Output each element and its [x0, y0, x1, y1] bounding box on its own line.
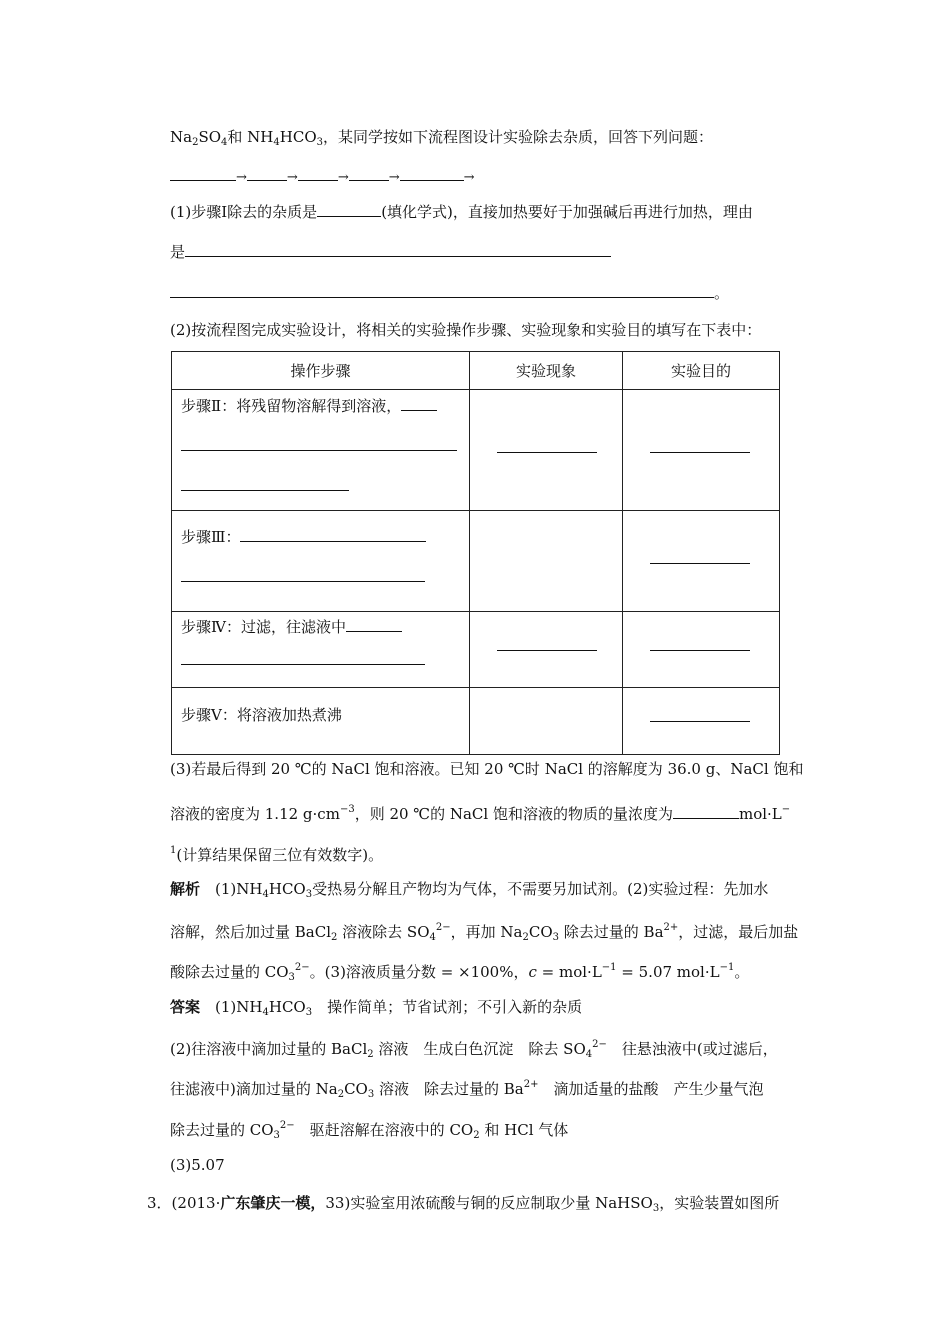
answer-text: 操作简单；节省试剂；不引入新的杂质 [312, 998, 583, 1016]
q1-text: (填化学式)，直接加热要好于加强碱后再进行加热，理由 [381, 203, 753, 221]
analysis-text: 。 [734, 963, 750, 981]
answer-text: 溶液 除去过量的 Ba [374, 1080, 524, 1098]
analysis-text: HCO [268, 880, 306, 898]
header-cell: 实验目的 [623, 352, 780, 390]
q1-line1 [170, 202, 753, 222]
analysis-text: 溶解，然后加过量 BaCl [170, 923, 332, 941]
answer-text: 除去过量的 CO [170, 1121, 274, 1139]
step-label: 步骤Ⅴ：将溶液加热煮沸 [181, 706, 342, 724]
q1-line3 [170, 283, 729, 303]
arrow-icon: → [337, 170, 349, 185]
subscript: 3 [652, 1203, 660, 1214]
subscript: 4 [429, 932, 436, 943]
phenomenon-cell [470, 688, 623, 755]
header-cell: 实验现象 [470, 352, 623, 390]
answer-text: 往悬浊液中(或过滤后， [606, 1040, 778, 1058]
phenomenon-cell [470, 390, 623, 511]
analysis-text: 受热易分解且产物均为气体，不需要另加试剂。(2)实验过程：先加水 [312, 880, 769, 898]
table-row [172, 390, 780, 511]
analysis-text: 。(3)溶液质量分数 = ×100%， [309, 963, 529, 981]
answer-blank[interactable] [650, 563, 750, 564]
subscript: 2 [192, 137, 199, 148]
subscript: 2 [367, 1049, 374, 1060]
analysis-text: 除去过量的 Ba [559, 923, 664, 941]
header-cell: 操作步骤 [172, 352, 470, 390]
analysis-text: ，再加 Na [450, 923, 523, 941]
arrow-icon: → [388, 170, 400, 185]
answer-blank[interactable] [181, 436, 457, 451]
flow-chart-line [170, 166, 475, 188]
step-cell [172, 612, 470, 688]
answer-line2 [170, 1035, 778, 1065]
superscript: 2− [592, 1039, 607, 1050]
answer-blank[interactable] [181, 567, 425, 582]
answer-text: (1)NH [215, 998, 263, 1016]
superscript: 2+ [523, 1079, 539, 1090]
superscript: −1 [719, 962, 735, 973]
question-source: 33) [325, 1194, 351, 1212]
answer-text: 往滤液中)滴加过量的 Na [170, 1080, 338, 1098]
superscript: 1 [170, 845, 177, 856]
answer-blank[interactable] [650, 650, 750, 651]
subscript: 3 [273, 1130, 280, 1141]
answer-blank[interactable] [181, 650, 425, 665]
answer-label: 答案 [170, 998, 201, 1016]
subscript: 2 [522, 932, 529, 943]
q3-line3 [170, 841, 383, 865]
analysis-text: (1)NH [215, 880, 263, 898]
flow-blank[interactable] [349, 166, 389, 181]
intro-text: SO [198, 128, 222, 146]
analysis-text: CO [528, 923, 553, 941]
q3-line1: (3)若最后得到 20 ℃的 NaCl 饱和溶液。已知 20 ℃时 NaCl 的溶解度为 36.0 g、NaCl 饱和 [170, 760, 804, 778]
answer-text: (2)往溶液中滴加过量的 BaCl [170, 1040, 368, 1058]
analysis-line2 [170, 918, 798, 948]
analysis-line1 [170, 879, 768, 905]
q3-line2 [170, 800, 790, 824]
superscript: 2− [294, 962, 310, 973]
phenomenon-cell [470, 511, 623, 612]
q2-intro: (2)按流程图完成实验设计，将相关的实验操作步骤、实验现象和实验目的填写在下表中： [170, 321, 762, 339]
subscript: 4 [221, 137, 228, 148]
flow-blank[interactable] [400, 166, 464, 181]
answer-text: 滴加适量的盐酸 产生少量气泡 [538, 1080, 764, 1098]
subscript: 3 [552, 932, 560, 943]
subscript: 3 [305, 889, 313, 900]
answer-blank[interactable] [317, 202, 381, 217]
subscript: 2 [331, 932, 338, 943]
q1-text: (1)步骤Ⅰ除去的杂质是 [170, 203, 318, 221]
answer-line1 [170, 997, 582, 1023]
analysis-text: ，过滤，最后加盐 [678, 923, 799, 941]
purpose-cell [623, 688, 780, 755]
superscript: −1 [601, 962, 617, 973]
table-row [172, 511, 780, 612]
answer-blank[interactable] [497, 650, 597, 651]
answer-blank[interactable] [650, 452, 750, 453]
arrow-icon: → [236, 170, 247, 185]
analysis-line3 [170, 958, 749, 988]
phenomenon-cell [470, 612, 623, 688]
question-text: 实验室用浓硫酸与铜的反应制取少量 NaHSO [350, 1194, 653, 1212]
step-cell [172, 511, 470, 612]
answer-line5: (3)5.07 [170, 1156, 225, 1174]
subscript: 3 [316, 137, 323, 148]
superscript: 2− [435, 922, 451, 933]
answer-text: CO [344, 1080, 368, 1098]
step-label: 步骤Ⅳ：过滤，往滤液中 [181, 618, 346, 636]
analysis-text: 溶液除去 SO [337, 923, 430, 941]
answer-text: 驱赶溶解在溶液中的 CO [294, 1121, 474, 1139]
superscript: − [781, 804, 791, 815]
intro-text: 和 NH [227, 128, 274, 146]
q3-text: mol·L [738, 805, 782, 823]
purpose-cell [623, 612, 780, 688]
flow-blank[interactable] [170, 166, 236, 181]
intro-line [170, 127, 713, 153]
q3-text: (计算结果保留三位有效数字)。 [176, 846, 384, 864]
question-source: 广东肇庆一模， [220, 1194, 326, 1212]
table-header-row [172, 352, 780, 390]
analysis-label: 解析 [170, 880, 201, 898]
answer-blank[interactable] [181, 476, 349, 491]
q3-text: 溶液的密度为 1.12 g·cm [170, 805, 340, 823]
q1-text: 是 [170, 243, 186, 261]
answer-line4 [170, 1116, 568, 1146]
superscript: 2+ [663, 922, 679, 933]
intro-text: HCO [279, 128, 317, 146]
q3-text: ，则 20 ℃的 NaCl 饱和溶液的物质的量浓度为 [354, 805, 673, 823]
answer-blank[interactable] [240, 527, 426, 542]
purpose-cell [623, 511, 780, 612]
arrow-icon: → [463, 170, 475, 185]
purpose-cell [623, 390, 780, 511]
answer-text: HCO [268, 998, 306, 1016]
answer-blank[interactable] [673, 804, 739, 819]
question-source: (2013· [171, 1194, 221, 1212]
answer-blank[interactable] [170, 283, 714, 298]
analysis-text: = mol·L [536, 963, 602, 981]
step-label: 步骤Ⅲ： [181, 528, 241, 546]
answer-blank[interactable] [497, 452, 597, 453]
step-label: 步骤Ⅱ：将残留物溶解得到溶液， [181, 397, 402, 415]
intro-text: ，某同学按如下流程图设计实验除去杂质，回答下列问题： [323, 128, 714, 146]
subscript: 4 [585, 1049, 593, 1060]
step-cell [172, 390, 470, 511]
subscript: 4 [273, 137, 280, 148]
answer-text: 和 HCl 气体 [479, 1121, 569, 1139]
answer-blank[interactable] [401, 396, 437, 411]
analysis-text: 酸除去过量的 CO [170, 963, 289, 981]
q1-text: 。 [714, 284, 730, 302]
q1-line2 [170, 242, 611, 262]
answer-blank[interactable] [650, 721, 750, 722]
subscript: 3 [367, 1089, 375, 1100]
question-number: 3． [147, 1194, 172, 1212]
subscript: 2 [473, 1130, 480, 1141]
subscript: 3 [288, 972, 295, 983]
intro-text: Na [170, 128, 193, 146]
flow-blank[interactable] [247, 166, 287, 181]
subscript: 2 [337, 1089, 345, 1100]
answer-blank[interactable] [346, 617, 402, 632]
table-row [172, 688, 780, 755]
answer-line3 [170, 1075, 764, 1105]
subscript: 4 [262, 1007, 269, 1018]
analysis-text: c [528, 963, 537, 981]
experiment-table [171, 351, 780, 755]
table-row [172, 612, 780, 688]
answer-text: 溶液 生成白色沉淀 除去 SO [373, 1040, 586, 1058]
superscript: 2− [279, 1120, 295, 1131]
arrow-icon: → [286, 170, 298, 185]
question-text: ，实验装置如图所 [659, 1194, 780, 1212]
analysis-text: = 5.07 mol·L [616, 963, 720, 981]
step-cell [172, 688, 470, 755]
subscript: 4 [262, 889, 269, 900]
next-question-line [147, 1193, 779, 1219]
answer-blank[interactable] [185, 242, 611, 257]
superscript: −3 [339, 804, 355, 815]
subscript: 3 [305, 1007, 313, 1018]
flow-blank[interactable] [298, 166, 338, 181]
